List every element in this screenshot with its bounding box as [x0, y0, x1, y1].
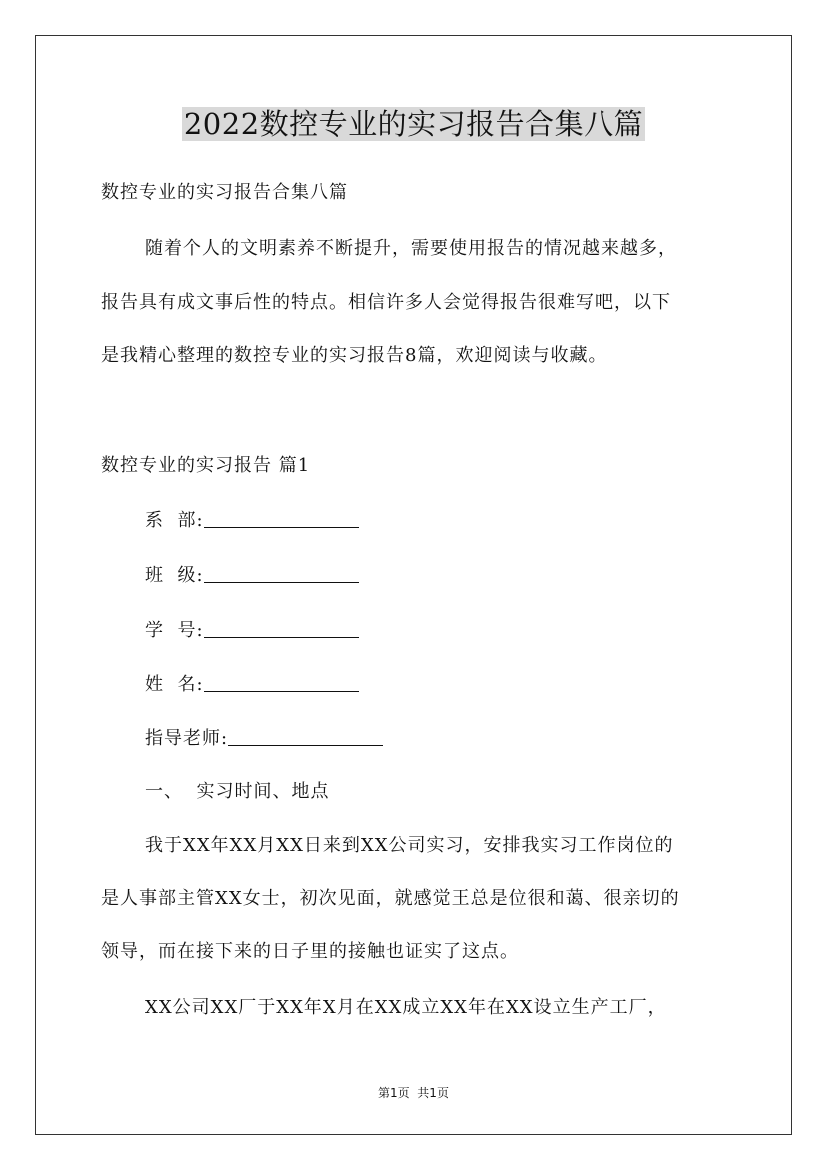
page-footer: [0, 1085, 827, 1101]
field-advisor-label: 指导老师:: [145, 728, 229, 749]
field-class-blank: [204, 564, 359, 583]
field-advisor-blank: [228, 727, 383, 746]
body-line-3: 领导，而在接下来的日子里的接触也证实了这点。: [101, 941, 519, 962]
field-class-label: 班 级:: [145, 565, 204, 586]
document-title-text: 2022数控专业的实习报告合集八篇: [183, 107, 644, 141]
intro-line-2: 报告具有成文事后性的特点。相信许多人会觉得报告很难写吧，以下: [101, 292, 671, 313]
page-info: 第1页 共1页: [378, 1086, 449, 1100]
document-subtitle: 数控专业的实习报告合集八篇: [101, 182, 348, 203]
part-heading: 一、 实习时间、地点: [145, 781, 330, 802]
field-class: [145, 564, 359, 588]
field-advisor: [145, 727, 383, 751]
field-department-label: 系 部:: [145, 510, 204, 531]
section-heading: 数控专业的实习报告 篇1: [101, 455, 311, 476]
field-name-label: 姓 名:: [145, 674, 204, 695]
document-title: [0, 104, 827, 144]
body-line-4: XX公司XX厂于XX年X月在XX成立XX年在XX设立生产工厂，: [145, 997, 667, 1018]
field-student-id-label: 学 号:: [145, 620, 204, 641]
intro-line-3: 是我精心整理的数控专业的实习报告8篇，欢迎阅读与收藏。: [101, 345, 608, 366]
field-name: [145, 673, 359, 697]
field-student-id: [145, 619, 359, 643]
field-department: [145, 509, 359, 533]
field-name-blank: [204, 673, 359, 692]
field-student-id-blank: [204, 619, 359, 638]
intro-line-1: 随着个人的文明素养不断提升，需要使用报告的情况越来越多，: [145, 238, 677, 259]
body-line-1: 我于XX年XX月XX日来到XX公司实习，安排我实习工作岗位的: [145, 835, 674, 856]
body-line-2: 是人事部主管XX女士，初次见面，就感觉王总是位很和蔼、很亲切的: [101, 888, 680, 909]
field-department-blank: [204, 509, 359, 528]
